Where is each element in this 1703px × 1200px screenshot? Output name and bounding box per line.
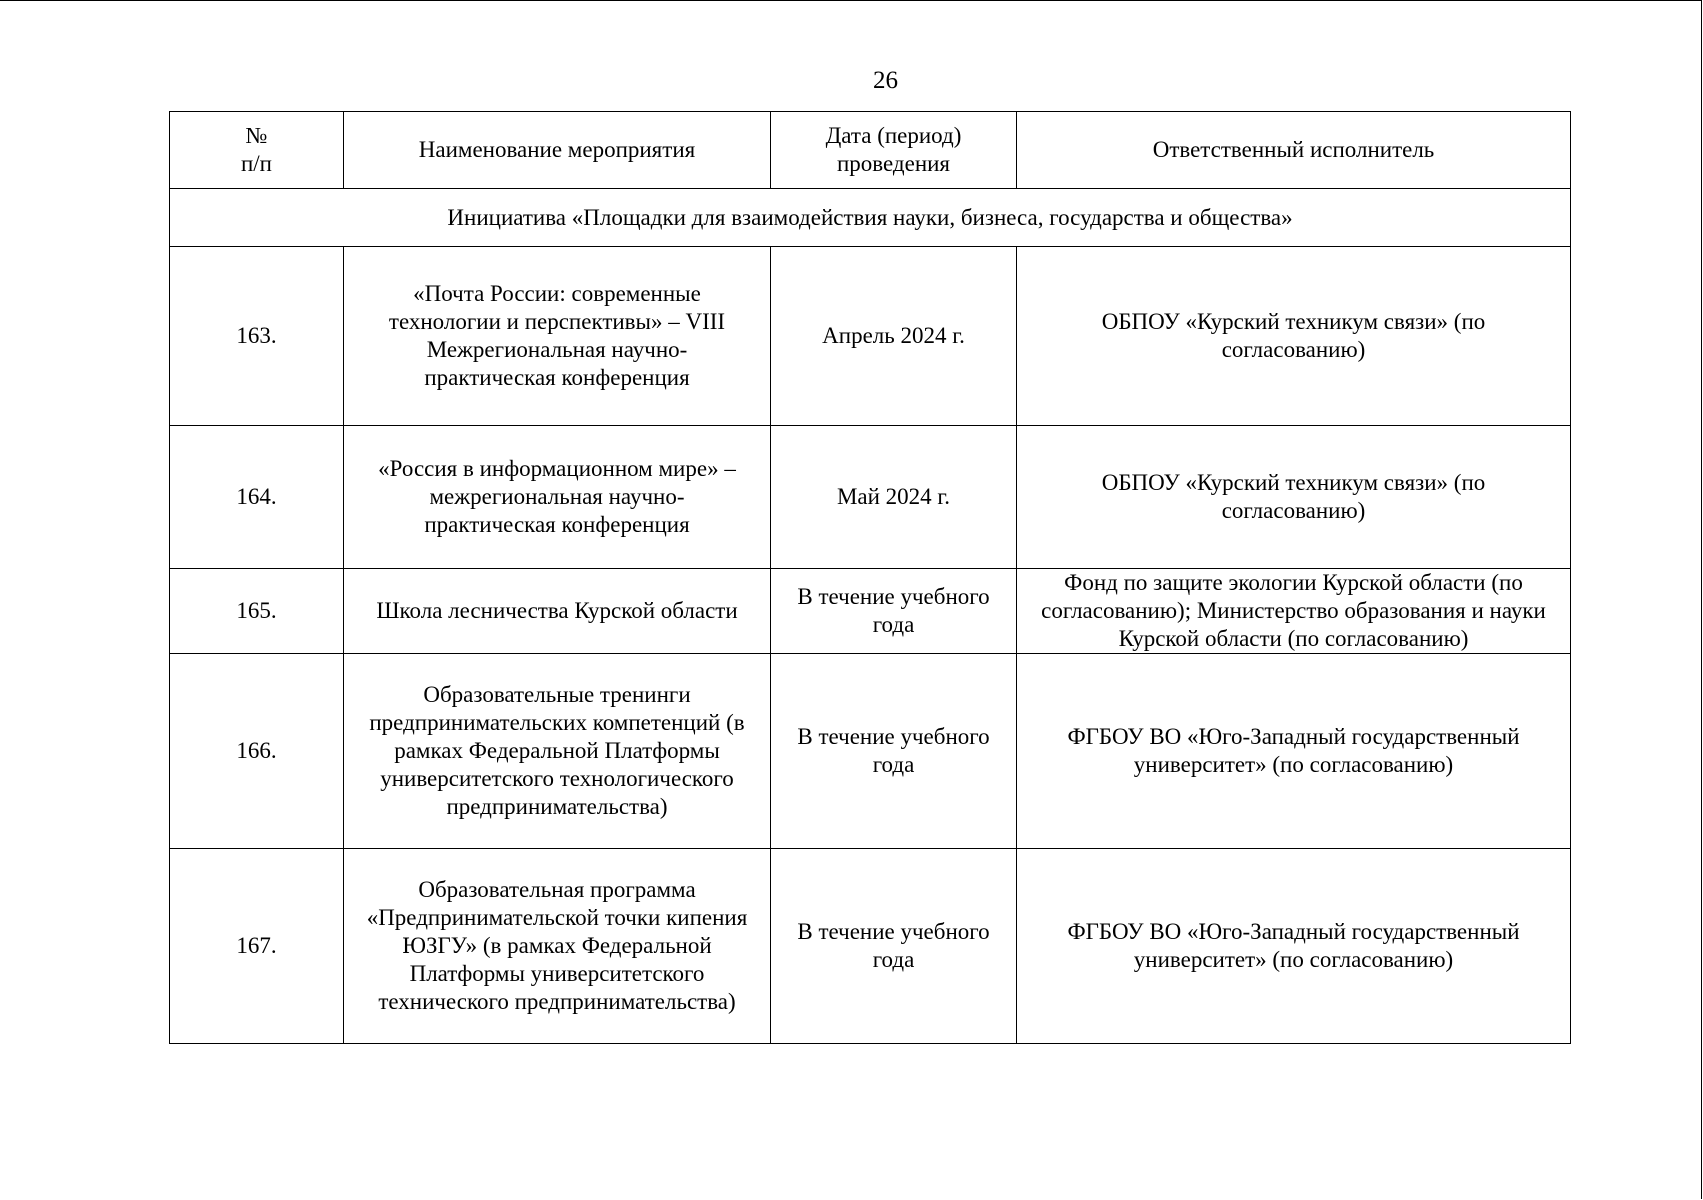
date-line: Апрель 2024 г. (822, 323, 965, 348)
event-name-line: «Предпринимательской точки кипения (366, 905, 748, 930)
header-date-line: проведения (836, 151, 951, 176)
date-line: года (872, 947, 915, 972)
row-num: 166. (170, 654, 344, 849)
date-line: В течение учебного (797, 584, 990, 609)
table-row (170, 654, 1571, 849)
row-num: 167. (170, 849, 344, 1044)
responsible-line: согласованию) (1221, 337, 1366, 362)
page-number: 26 (873, 67, 898, 94)
responsible-line: ФГБОУ ВО «Юго-Западный государственный (1067, 724, 1520, 749)
event-name-line: Межрегиональная научно- (426, 337, 688, 362)
table-row (170, 569, 1571, 654)
responsible-line: университет» (по согласованию) (1133, 752, 1454, 777)
header-date (771, 112, 1017, 189)
table-header-row (170, 112, 1571, 189)
table-row (170, 426, 1571, 569)
responsible-line: согласованию); Министерство образования и науки (1041, 598, 1546, 623)
table-row (170, 849, 1571, 1044)
row-date (771, 654, 1017, 849)
row-responsible (1017, 426, 1571, 569)
section-row (170, 189, 1571, 247)
events-table (169, 111, 1571, 1044)
event-name-line: Школа лесничества Курской области (376, 598, 738, 623)
row-date (771, 849, 1017, 1044)
row-event-name (344, 654, 771, 849)
date-line: года (872, 612, 915, 637)
date-line: В течение учебного (797, 919, 990, 944)
row-responsible (1017, 247, 1571, 426)
row-event-name (344, 569, 771, 654)
event-name-line: технологии и перспективы» – VIII (388, 309, 726, 334)
row-date (771, 569, 1017, 654)
event-name-line: практическая конференция (424, 365, 690, 390)
date-line: Май 2024 г. (836, 484, 951, 509)
responsible-line: Фонд по защите экологии Курской области (по (1064, 570, 1523, 595)
header-responsible-text: Ответственный исполнитель (1152, 137, 1435, 162)
event-name-line: Образовательные тренинги (423, 682, 691, 707)
header-name (344, 112, 771, 189)
row-responsible (1017, 849, 1571, 1044)
header-date-line: Дата (период) (825, 123, 962, 148)
header-num-line: п/п (240, 151, 272, 176)
event-name-line: предпринимательства) (446, 794, 668, 819)
row-event-name (344, 849, 771, 1044)
event-name-line: Платформы университетского (409, 961, 705, 986)
event-name-line: межрегиональная научно- (429, 484, 685, 509)
header-name-text: Наименование мероприятия (418, 137, 696, 162)
event-name-line: ЮЗГУ» (в рамках Федеральной (402, 933, 712, 958)
row-date (771, 426, 1017, 569)
section-title: Инициатива «Площадки для взаимодействия науки, бизнеса, государства и общества» (170, 189, 1571, 247)
row-num: 164. (170, 426, 344, 569)
event-name-line: «Почта России: современные (413, 281, 701, 306)
responsible-line: Курской области (по согласованию) (1118, 626, 1469, 651)
responsible-line: университет» (по согласованию) (1133, 947, 1454, 972)
event-name-line: рамках Федеральной Платформы (394, 738, 720, 763)
responsible-line: согласованию) (1221, 498, 1366, 523)
row-date (771, 247, 1017, 426)
event-name-line: предпринимательских компетенций (в (369, 710, 745, 735)
responsible-line: ОБПОУ «Курский техникум связи» (по (1101, 309, 1486, 334)
header-responsible (1017, 112, 1571, 189)
event-name-line: практическая конференция (424, 512, 690, 537)
header-num-line: № (245, 123, 268, 148)
table-row (170, 247, 1571, 426)
row-event-name (344, 426, 771, 569)
event-name-line: «Россия в информационном мире» – (378, 456, 736, 481)
event-name-line: технического предпринимательства) (378, 989, 736, 1014)
event-name-line: Образовательная программа (418, 877, 696, 902)
header-num (170, 112, 344, 189)
responsible-line: ОБПОУ «Курский техникум связи» (по (1101, 470, 1486, 495)
row-responsible (1017, 654, 1571, 849)
row-num: 163. (170, 247, 344, 426)
responsible-line: ФГБОУ ВО «Юго-Западный государственный (1067, 919, 1520, 944)
date-line: В течение учебного (797, 724, 990, 749)
row-responsible (1017, 569, 1571, 654)
row-event-name (344, 247, 771, 426)
date-line: года (872, 752, 915, 777)
event-name-line: университетского технологического (380, 766, 734, 791)
row-num: 165. (170, 569, 344, 654)
